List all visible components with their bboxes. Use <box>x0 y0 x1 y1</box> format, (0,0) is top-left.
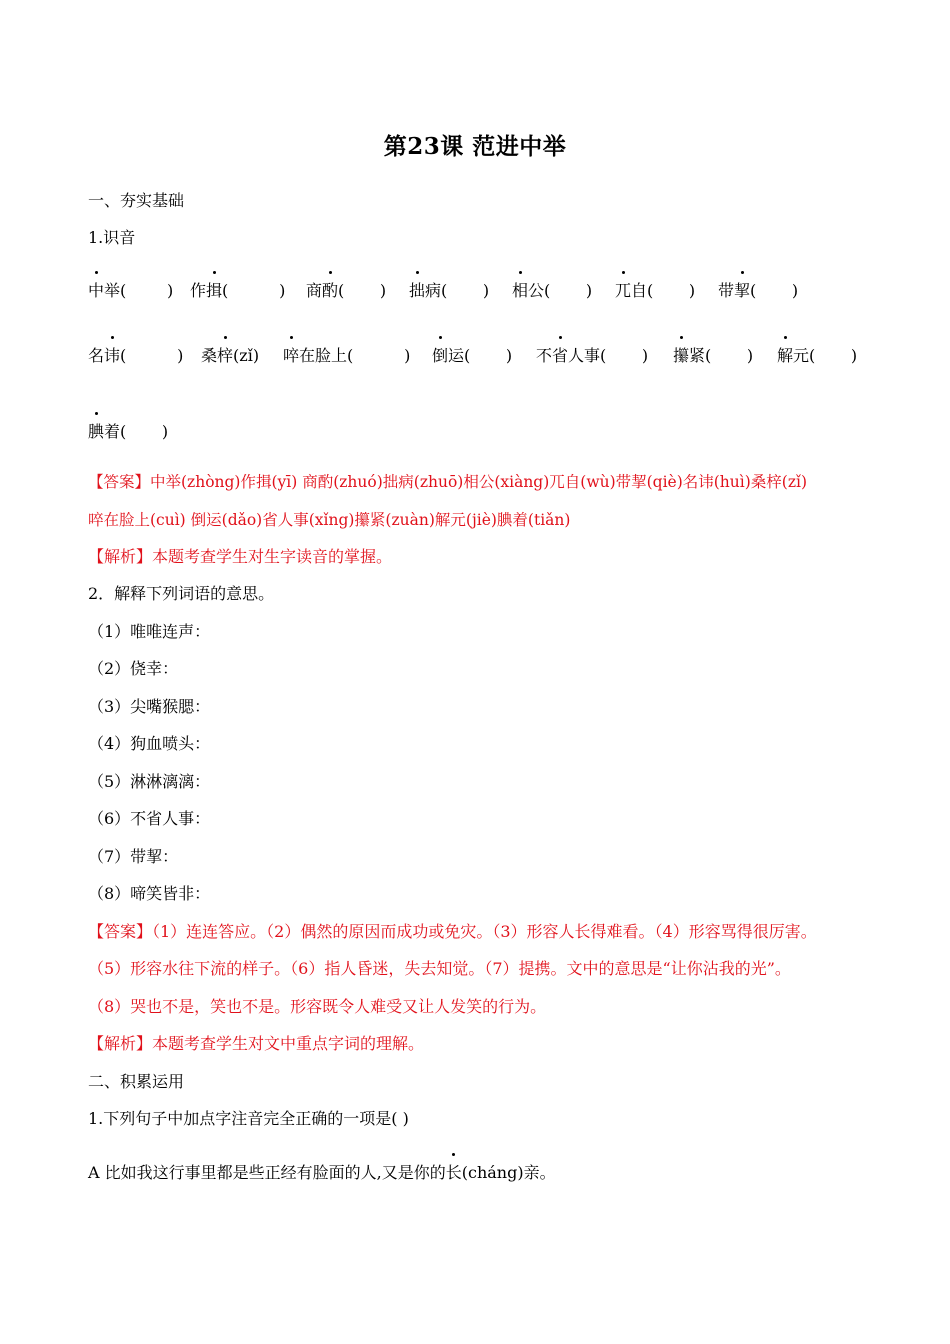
close-paren: ) <box>850 346 858 365</box>
option-a <box>88 1162 556 1184</box>
blank-gap <box>606 346 642 365</box>
word-item <box>718 280 798 302</box>
page-title: 第23课 范进中举 <box>383 133 567 160</box>
dotted-char: 中 <box>88 281 105 300</box>
q2-item-6: （6）不省人事： <box>88 809 211 828</box>
blank-gap <box>470 346 506 365</box>
dotted-char: 挈 <box>734 281 751 300</box>
close-paren: ) <box>585 281 593 300</box>
word-post: 着( <box>104 422 127 441</box>
dotted-char: 啐 <box>283 346 300 365</box>
word-pre: 商 <box>306 281 323 300</box>
dotted-char: 省 <box>552 346 569 365</box>
blank-gap <box>126 346 177 365</box>
q2-item-3: （3）尖嘴猴腮： <box>88 697 211 716</box>
q2-item-4: （4）狗血喷头： <box>88 734 211 753</box>
blank-gap <box>126 281 167 300</box>
word-post: ( <box>222 281 229 300</box>
dotted-char: 讳 <box>104 346 121 365</box>
word-post: 运( <box>448 346 471 365</box>
dotted-char: 揖 <box>206 281 223 300</box>
q2-item-5: （5）淋淋漓漓： <box>88 772 211 791</box>
word-pre: 名 <box>88 346 105 365</box>
word-item <box>512 280 592 302</box>
word-pre: 带 <box>718 281 735 300</box>
close-paren: ) <box>279 281 286 300</box>
dotted-char: 攥 <box>673 346 690 365</box>
answer-1-line-2: 啐在脸上(cuì) 倒运(dǎo)省人事(xǐng)攥紧(zuàn)解元(jiè)腆着(tiǎn) <box>88 511 571 529</box>
dotted-char: 拙 <box>409 281 426 300</box>
word-item <box>615 280 695 302</box>
q2-item-7: （7）带挈： <box>88 847 179 866</box>
word-item <box>306 280 386 302</box>
word-item <box>673 345 753 367</box>
word-item <box>201 345 259 367</box>
close-paren: ) <box>688 281 696 300</box>
close-paren: ) <box>482 281 490 300</box>
word-post: 公( <box>528 281 551 300</box>
word-post: 元( <box>793 346 816 365</box>
q2-item-8: （8）啼笑皆非： <box>88 884 211 903</box>
answer-2-line-3: （8）哭也不是，笑也不是。形容既令人难受又让人发笑的行为。 <box>88 997 547 1016</box>
word-item <box>409 280 489 302</box>
q2-item-1: （1）唯唯连声： <box>88 622 211 641</box>
blank-gap <box>756 281 792 300</box>
close-paren: ) <box>404 346 411 365</box>
word-post: ( <box>120 346 127 365</box>
close-paren: ) <box>791 281 799 300</box>
close-paren: ) <box>161 422 169 441</box>
word-post: 紧( <box>689 346 712 365</box>
blank-gap <box>550 281 586 300</box>
dotted-char: 相 <box>512 281 529 300</box>
blank-gap <box>815 346 851 365</box>
dotted-char: 倒 <box>432 346 449 365</box>
close-paren: ) <box>177 346 184 365</box>
word-post: ( <box>750 281 757 300</box>
word-pre: 桑 <box>201 346 218 365</box>
word-post: 在脸上( <box>299 346 354 365</box>
word-item <box>283 345 410 367</box>
word-item <box>432 345 512 367</box>
mc-question-1: 1.下列句子中加点字注音完全正确的一项是( ) <box>88 1109 409 1128</box>
word-item <box>88 280 173 302</box>
close-paren: ) <box>505 346 513 365</box>
word-pre: 不 <box>536 346 553 365</box>
q2-item-2: （2）侥幸： <box>88 659 179 678</box>
close-paren: ) <box>746 346 754 365</box>
blank-gap <box>228 281 279 300</box>
dotted-char: 腆 <box>88 422 105 441</box>
word-pre: 作 <box>190 281 207 300</box>
blank-gap <box>653 281 689 300</box>
dotted-char: 梓 <box>217 346 234 365</box>
option-a-pre: A 比如我这行事里都是些正经有脸面的人,又是你的 <box>88 1163 446 1182</box>
answer-1-line-1: 【答案】中举(zhòng)作揖(yī) 商酌(zhuó)拙病(zhuō)相公(xiàng)兀自(wù)带挈(qiè)名讳(huì)桑梓(zǐ) <box>88 473 807 491</box>
dotted-char: 酌 <box>322 281 339 300</box>
answer-2-line-2: （5）形容水往下流的样子。（6）指人昏迷，失去知觉。（7）提携。文中的意思是“让你沾我的光”。 <box>88 959 791 978</box>
section-heading-2: 二、积累运用 <box>88 1072 185 1091</box>
analysis-1: 【解析】本题考查学生对生字读音的掌握。 <box>88 547 393 566</box>
dotted-char: 长 <box>445 1163 462 1182</box>
word-post: 自( <box>631 281 654 300</box>
word-item <box>777 345 857 367</box>
analysis-2: 【解析】本题考查学生对文中重点字词的理解。 <box>88 1034 425 1053</box>
question-1-label: 1.识音 <box>88 228 136 247</box>
blank-gap <box>344 281 380 300</box>
close-paren: ) <box>166 281 174 300</box>
option-a-post: (cháng)亲。 <box>461 1163 556 1182</box>
blank-gap <box>711 346 747 365</box>
word-post: (zǐ) <box>233 346 260 365</box>
word-post: 人事( <box>568 346 607 365</box>
close-paren: ) <box>641 346 649 365</box>
word-item <box>536 345 648 367</box>
dotted-char: 解 <box>777 346 794 365</box>
dotted-char: 兀 <box>615 281 632 300</box>
close-paren: ) <box>379 281 387 300</box>
word-item <box>88 421 168 443</box>
blank-gap <box>126 422 162 441</box>
blank-gap <box>353 346 404 365</box>
blank-gap <box>447 281 483 300</box>
question-2-label: 2．解释下列词语的意思。 <box>88 584 275 603</box>
answer-2-line-1: 【答案】（1）连连答应。（2）偶然的原因而成功或免灾。（3）形容人长得难看。（4）形容骂得很厉害。 <box>88 922 817 941</box>
word-item <box>190 280 285 302</box>
word-post: ( <box>338 281 345 300</box>
word-post: 举( <box>104 281 127 300</box>
section-heading-1: 一、夯实基础 <box>88 191 185 210</box>
word-post: 病( <box>425 281 448 300</box>
word-item <box>88 345 183 367</box>
